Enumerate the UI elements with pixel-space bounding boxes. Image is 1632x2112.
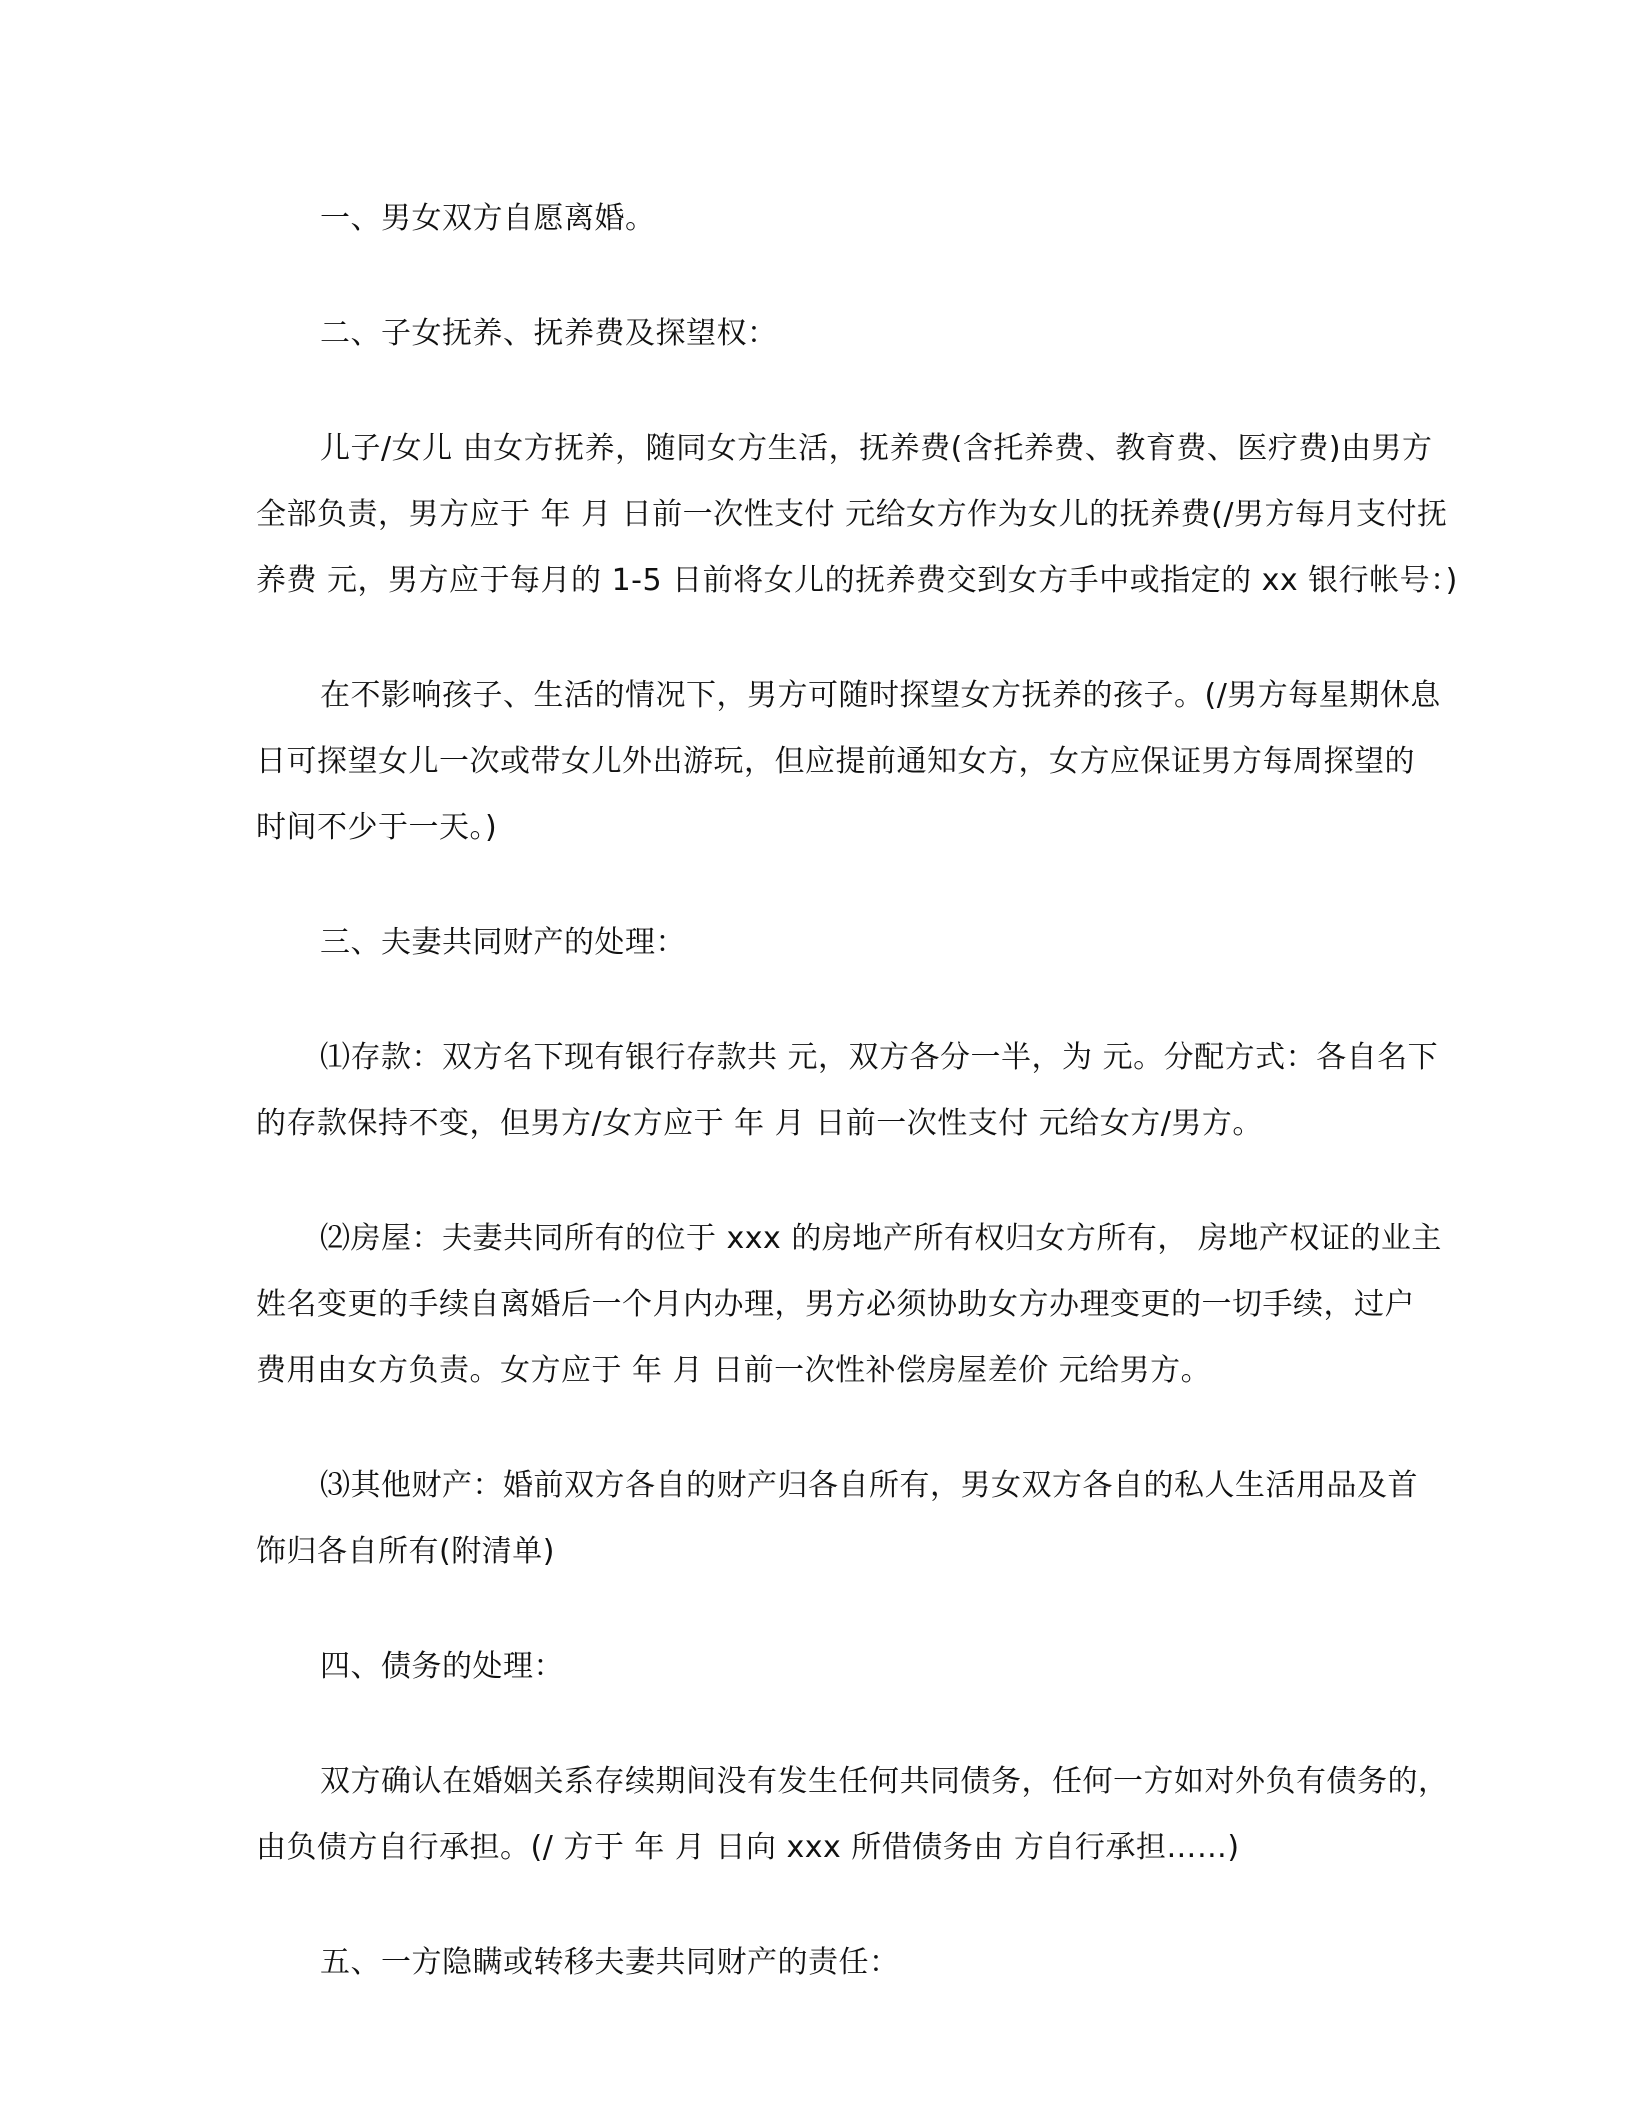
section-heading-2 <box>192 301 1440 367</box>
text-line: ⑵房屋：夫妻共同所有的位于 xxx 的房地产所有权归女方所有， 房地产权证的业主 <box>320 1221 1442 1256</box>
text-line: 养费 元，男方应于每月的 1-5 日前将女儿的抚养费交到女方手中或指定的 xx 银行帐号：) <box>256 563 1458 598</box>
text-line: ⑶其他财产：婚前双方各自的财产归各自所有，男女双方各自的私人生活用品及首 <box>320 1468 1418 1503</box>
text-line: 费用由女方负责。女方应于 年 月 日前一次性补偿房屋差价 元给男方。 <box>256 1353 1212 1388</box>
text-line: 二、子女抚养、抚养费及探望权： <box>320 316 778 351</box>
text-line: 儿子/女儿 由女方抚养，随同女方生活，抚养费(含托养费、教育费、医疗费)由男方 <box>320 431 1433 466</box>
text-line: 日可探望女儿一次或带女儿外出游玩，但应提前通知女方，女方应保证男方每周探望的 <box>256 744 1415 779</box>
text-line: 三、夫妻共同财产的处理： <box>320 925 686 960</box>
text-line: 饰归各自所有(附清单) <box>256 1534 555 1569</box>
section-heading-5 <box>192 1930 1440 1996</box>
text-line: 由负债方自行承担。(/ 方于 年 月 日向 xxx 所借债务由 方自行承担……) <box>256 1830 1240 1865</box>
section-heading-4 <box>192 1634 1440 1700</box>
text-line: 时间不少于一天。) <box>256 810 498 845</box>
paragraph-custody <box>192 416 1458 614</box>
paragraph-debts <box>192 1749 1449 1881</box>
text-line: 五、一方隐瞒或转移夫妻共同财产的责任： <box>320 1945 900 1980</box>
text-line: 一、男女双方自愿离婚。 <box>320 201 656 236</box>
text-line: 姓名变更的手续自离婚后一个月内办理，男方必须协助女方办理变更的一切手续，过户 <box>256 1287 1415 1322</box>
text-line: 的存款保持不变，但男方/女方应于 年 月 日前一次性支付 元给女方/男方。 <box>256 1106 1263 1141</box>
text-line: 双方确认在婚姻关系存续期间没有发生任何共同债务，任何一方如对外负有债务的， <box>320 1764 1449 1799</box>
paragraph-house <box>192 1206 1440 1404</box>
paragraph-visitation <box>192 663 1440 861</box>
text-line: 全部负责，男方应于 年 月 日前一次性支付 元给女方作为女儿的抚养费(/男方每月支付抚 <box>256 497 1448 532</box>
paragraph-other-property <box>192 1453 1440 1585</box>
section-heading-1 <box>192 186 1440 252</box>
document-body <box>192 186 1458 2045</box>
text-line: 四、债务的处理： <box>320 1649 564 1684</box>
text-line: 在不影响孩子、生活的情况下，男方可随时探望女方抚养的孩子。(/男方每星期休息 <box>320 678 1441 713</box>
section-heading-3 <box>192 910 1440 976</box>
paragraph-deposits <box>192 1025 1440 1157</box>
text-line: ⑴存款：双方名下现有银行存款共 元，双方各分一半，为 元。分配方式：各自名下 <box>320 1040 1439 1075</box>
